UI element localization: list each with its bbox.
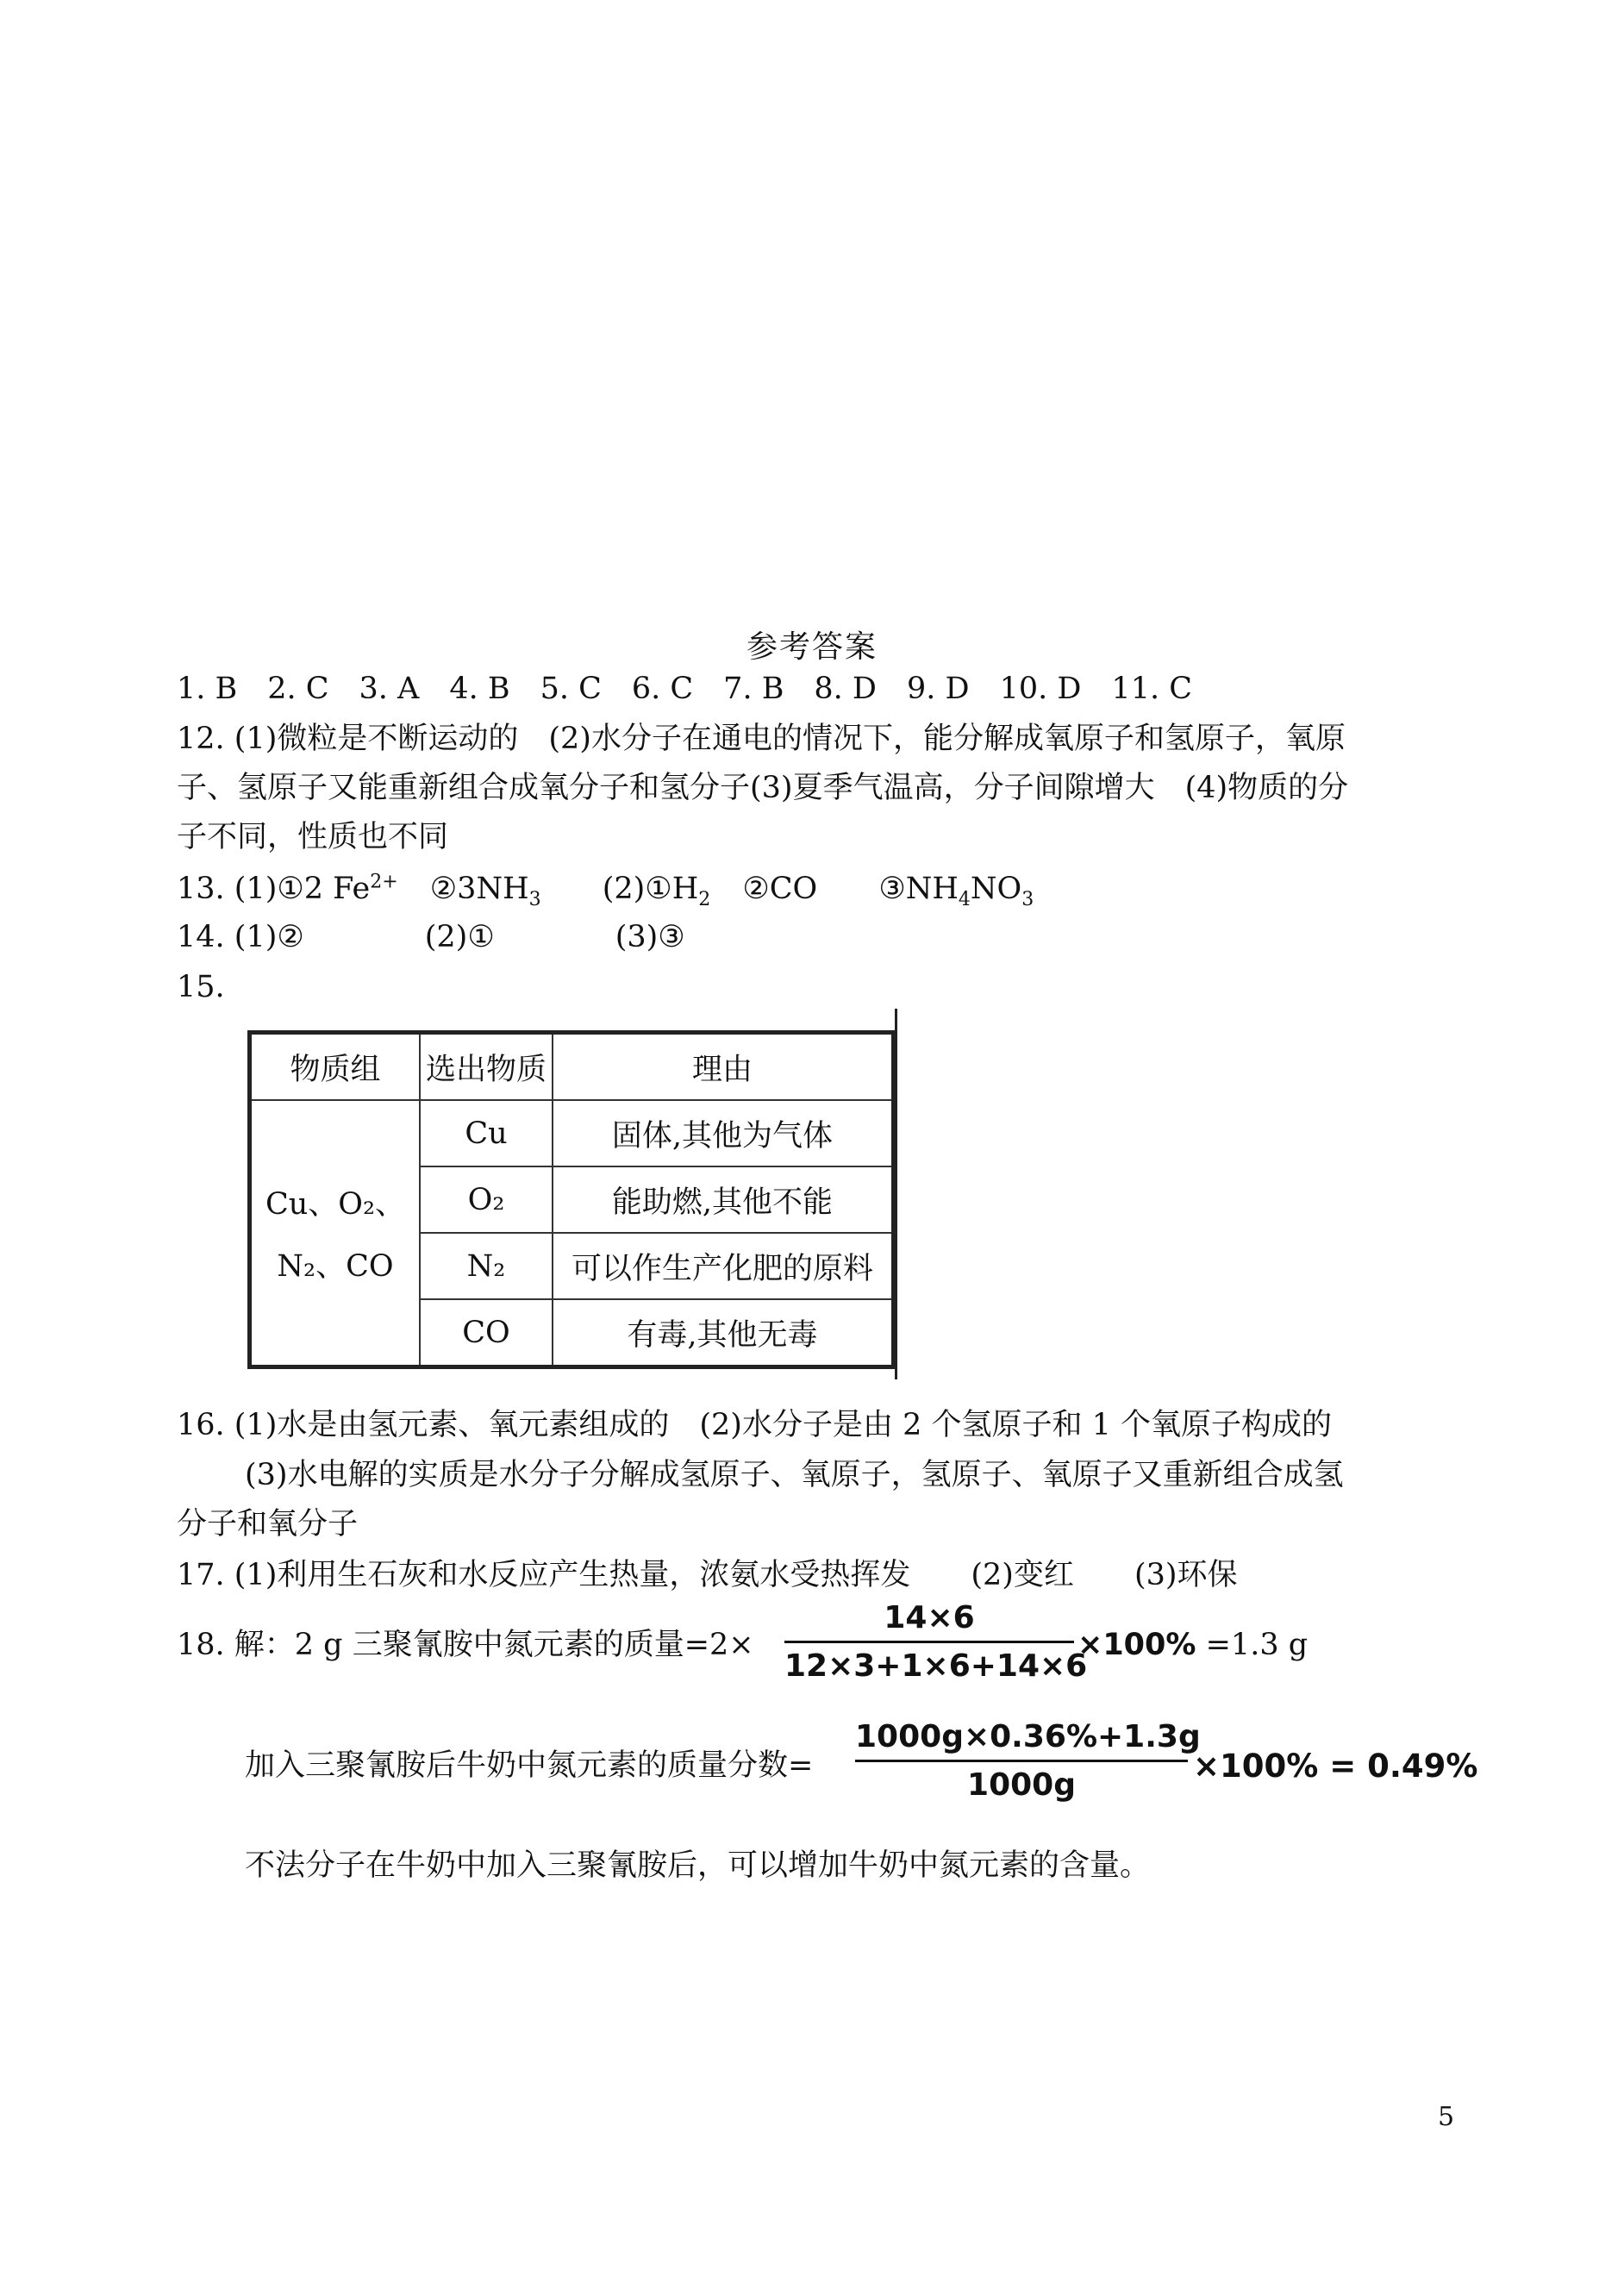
fraction-denominator: 1000g bbox=[967, 1767, 1076, 1803]
q12-line1: 12. (1)微粒是不断运动的 (2)水分子在通电的情况下，能分解成氧原子和氢原子，氧原 bbox=[177, 722, 1346, 756]
page-number: 5 bbox=[1438, 2102, 1455, 2132]
group-cell: Cu、O₂、 N₂、CO bbox=[250, 1100, 421, 1367]
q16-line1: 16. (1)水是由氢元素、氧元素组成的 (2)水分子是由 2 个氢原子和 1 个氧原子构成的 bbox=[177, 1408, 1332, 1442]
q18-result2: ×100% = 0.49% bbox=[1193, 1748, 1478, 1785]
answer-table bbox=[247, 1030, 896, 1369]
q17-line: 17. (1)利用生石灰和水反应产生热量，浓氨水受热挥发 (2)变红 (3)环保 bbox=[177, 1558, 1238, 1592]
reason-cell: 固体,其他为气体 bbox=[553, 1100, 894, 1166]
fraction-denominator: 12×3+1×6+14×6 bbox=[784, 1648, 1088, 1684]
substance-cell: Cu bbox=[420, 1100, 553, 1166]
substance-cell: O₂ bbox=[420, 1166, 553, 1233]
q15-label: 15. bbox=[177, 970, 225, 1004]
q14-line: 14. (1)② (2)① (3)③ bbox=[177, 920, 685, 954]
q18-percent: ×100% bbox=[1077, 1628, 1196, 1662]
q12-line2: 子、氢原子又能重新组合成氧分子和氢分子(3)夏季气温高，分子间隙增大 (4)物质的分 bbox=[177, 771, 1349, 805]
substance-cell: CO bbox=[420, 1299, 553, 1367]
reason-cell: 有毒,其他无毒 bbox=[553, 1299, 894, 1367]
header-group: 物质组 bbox=[250, 1033, 421, 1101]
q16-line2: (3)水电解的实质是水分子分解成氢原子、氧原子，氢原子、氧原子又重新组合成氢 bbox=[245, 1458, 1344, 1492]
q18-result1: =1.3 g bbox=[1205, 1628, 1309, 1662]
q12-line3: 子不同，性质也不同 bbox=[177, 820, 449, 854]
q18-line2-prefix: 加入三聚氰胺后牛奶中氮元素的质量分数= bbox=[245, 1748, 814, 1783]
fraction-numerator: 1000g×0.36%+1.3g bbox=[855, 1719, 1188, 1762]
table-row bbox=[250, 1100, 894, 1166]
reason-cell: 能助燃,其他不能 bbox=[553, 1166, 894, 1233]
answers-1-11: 1. B 2. C 3. A 4. B 5. C 6. C 7. B 8. D 9. D 10. D 11. C bbox=[177, 672, 1192, 706]
q18-prefix: 18. 解：2 g 三聚氰胺中氮元素的质量=2× bbox=[177, 1628, 754, 1662]
reason-cell: 可以作生产化肥的原料 bbox=[553, 1233, 894, 1299]
substance-cell: N₂ bbox=[420, 1233, 553, 1299]
q13-line: 13. (1)①2 $Fe^{2+}$ $②3NH_3$ $(2)①H_2$ ②CO $③NH_4NO_3$ bbox=[177, 871, 1034, 910]
table-header-row bbox=[250, 1033, 894, 1101]
fraction-mass-fraction bbox=[855, 1719, 1201, 1803]
header-substance: 选出物质 bbox=[420, 1033, 553, 1101]
fraction-nitrogen-mass bbox=[784, 1600, 1088, 1684]
q18-conclusion: 不法分子在牛奶中加入三聚氰胺后，可以增加牛奶中氮元素的含量。 bbox=[245, 1848, 1151, 1883]
q16-line3: 分子和氧分子 bbox=[177, 1507, 359, 1541]
header-reason: 理由 bbox=[553, 1033, 894, 1101]
fraction-numerator: 14×6 bbox=[784, 1600, 1074, 1643]
page-title: 参考答案 bbox=[746, 629, 878, 665]
